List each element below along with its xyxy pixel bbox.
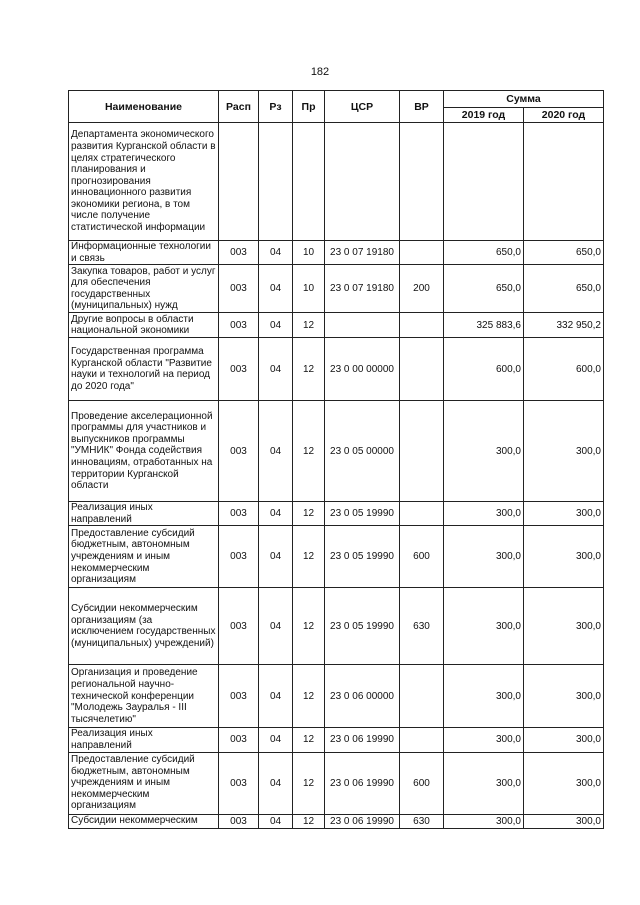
cell-pr: 12 [293, 401, 325, 502]
table-row [69, 814, 604, 828]
cell-vr: 630 [400, 814, 444, 828]
cell-name: Субсидии некоммерческим организациям (за исключением государственных (муниципальных) учреждений) [69, 588, 219, 665]
cell-rz: 04 [259, 401, 293, 502]
cell-rz: 04 [259, 665, 293, 728]
header-pr: Пр [293, 91, 325, 123]
cell-rasp: 003 [219, 241, 259, 265]
cell-pr: 12 [293, 526, 325, 588]
cell-rasp: 003 [219, 526, 259, 588]
page-number: 182 [310, 66, 330, 78]
cell-name: Закупка товаров, работ и услуг для обеспечения государственных (муниципальных) нужд [69, 265, 219, 313]
cell-name: Другие вопросы в области национальной экономики [69, 313, 219, 338]
table-body [69, 123, 604, 829]
cell-vr [400, 123, 444, 241]
table-row [69, 502, 604, 526]
cell-rz: 04 [259, 338, 293, 401]
cell-sum-2020: 300,0 [524, 526, 604, 588]
cell-vr [400, 728, 444, 752]
cell-rz: 04 [259, 526, 293, 588]
cell-rz: 04 [259, 241, 293, 265]
cell-sum-2020: 300,0 [524, 502, 604, 526]
cell-sum-2019: 300,0 [444, 665, 524, 728]
cell-rasp: 003 [219, 338, 259, 401]
cell-sum-2019: 600,0 [444, 338, 524, 401]
cell-vr: 600 [400, 752, 444, 814]
cell-sum-2019: 300,0 [444, 752, 524, 814]
cell-vr [400, 338, 444, 401]
cell-pr: 10 [293, 241, 325, 265]
cell-sum-2019: 650,0 [444, 241, 524, 265]
cell-name: Предоставление субсидий бюджетным, автономным учреждениям и иным некоммерческим организациям [69, 752, 219, 814]
cell-rz: 04 [259, 313, 293, 338]
cell-pr: 12 [293, 752, 325, 814]
cell-vr: 600 [400, 526, 444, 588]
cell-csr: 23 0 00 00000 [325, 338, 400, 401]
cell-sum-2020: 300,0 [524, 814, 604, 828]
cell-rasp: 003 [219, 588, 259, 665]
header-rz: Рз [259, 91, 293, 123]
budget-table [68, 90, 604, 829]
cell-rasp: 003 [219, 665, 259, 728]
cell-sum-2019: 300,0 [444, 588, 524, 665]
cell-csr: 23 0 05 19990 [325, 502, 400, 526]
cell-rasp [219, 123, 259, 241]
header-rasp: Расп [219, 91, 259, 123]
cell-rz: 04 [259, 588, 293, 665]
table-row [69, 401, 604, 502]
cell-pr: 12 [293, 665, 325, 728]
cell-pr [293, 123, 325, 241]
cell-sum-2019: 300,0 [444, 814, 524, 828]
cell-vr [400, 241, 444, 265]
cell-vr [400, 665, 444, 728]
cell-name: Предоставление субсидий бюджетным, автономным учреждениям и иным некоммерческим организациям [69, 526, 219, 588]
cell-csr [325, 123, 400, 241]
header-summa: Сумма [444, 91, 604, 108]
cell-rasp: 003 [219, 401, 259, 502]
cell-rz: 04 [259, 502, 293, 526]
cell-csr: 23 0 06 19990 [325, 814, 400, 828]
cell-name: Информационные технологии и связь [69, 241, 219, 265]
cell-csr: 23 0 06 19990 [325, 752, 400, 814]
cell-sum-2020 [524, 123, 604, 241]
cell-csr: 23 0 05 00000 [325, 401, 400, 502]
cell-pr: 12 [293, 588, 325, 665]
cell-name: Субсидии некоммерческим [69, 814, 219, 828]
cell-csr: 23 0 05 19990 [325, 588, 400, 665]
cell-csr: 23 0 07 19180 [325, 265, 400, 313]
cell-name: Реализация иных направлений [69, 728, 219, 752]
cell-rz: 04 [259, 265, 293, 313]
cell-sum-2019: 300,0 [444, 526, 524, 588]
cell-rasp: 003 [219, 313, 259, 338]
cell-name: Государственная программа Курганской области "Развитие науки и технологий на период до 2020 года" [69, 338, 219, 401]
cell-sum-2020: 650,0 [524, 265, 604, 313]
cell-sum-2019: 300,0 [444, 401, 524, 502]
cell-sum-2019: 325 883,6 [444, 313, 524, 338]
cell-vr: 630 [400, 588, 444, 665]
cell-rz: 04 [259, 752, 293, 814]
table-row [69, 313, 604, 338]
table-row [69, 665, 604, 728]
table-header [69, 91, 604, 123]
cell-name: Организация и проведение региональной научно-технической конференции "Молодежь Зауралья - III тысячелетию" [69, 665, 219, 728]
cell-csr: 23 0 06 00000 [325, 665, 400, 728]
header-csr: ЦСР [325, 91, 400, 123]
cell-pr: 12 [293, 814, 325, 828]
cell-sum-2020: 300,0 [524, 728, 604, 752]
cell-rasp: 003 [219, 265, 259, 313]
cell-rasp: 003 [219, 728, 259, 752]
cell-sum-2020: 300,0 [524, 401, 604, 502]
table-row [69, 123, 604, 241]
table-row [69, 752, 604, 814]
cell-name: Проведение акселерационной программы для участников и выпускников программы "УМНИК" Фонда содействия инновациям, отработанных на территории Курганской области [69, 401, 219, 502]
cell-sum-2019: 300,0 [444, 502, 524, 526]
header-year-2020: 2020 год [524, 108, 604, 123]
table-row [69, 338, 604, 401]
cell-pr: 12 [293, 338, 325, 401]
header-year-2019: 2019 год [444, 108, 524, 123]
cell-vr [400, 502, 444, 526]
table-row [69, 728, 604, 752]
table-row [69, 588, 604, 665]
cell-rasp: 003 [219, 752, 259, 814]
table-row [69, 526, 604, 588]
cell-rz: 04 [259, 814, 293, 828]
cell-vr: 200 [400, 265, 444, 313]
cell-sum-2020: 300,0 [524, 588, 604, 665]
header-name: Наименование [69, 91, 219, 123]
cell-rasp: 003 [219, 814, 259, 828]
cell-sum-2020: 650,0 [524, 241, 604, 265]
cell-pr: 12 [293, 502, 325, 526]
cell-name: Реализация иных направлений [69, 502, 219, 526]
header-vr: ВР [400, 91, 444, 123]
cell-csr: 23 0 06 19990 [325, 728, 400, 752]
cell-csr [325, 313, 400, 338]
cell-rz: 04 [259, 728, 293, 752]
cell-pr: 10 [293, 265, 325, 313]
cell-csr: 23 0 05 19990 [325, 526, 400, 588]
table-row [69, 265, 604, 313]
cell-rz [259, 123, 293, 241]
cell-rasp: 003 [219, 502, 259, 526]
cell-csr: 23 0 07 19180 [325, 241, 400, 265]
cell-sum-2019: 650,0 [444, 265, 524, 313]
table-row [69, 241, 604, 265]
cell-sum-2020: 332 950,2 [524, 313, 604, 338]
cell-sum-2020: 300,0 [524, 752, 604, 814]
cell-sum-2020: 600,0 [524, 338, 604, 401]
cell-pr: 12 [293, 728, 325, 752]
cell-sum-2019 [444, 123, 524, 241]
cell-vr [400, 313, 444, 338]
cell-pr: 12 [293, 313, 325, 338]
cell-sum-2019: 300,0 [444, 728, 524, 752]
cell-vr [400, 401, 444, 502]
cell-name: Департамента экономического развития Курганской области в целях стратегического планирования и прогнозирования инновационного развития экономики региона, в том числе получение статистической информации [69, 123, 219, 241]
cell-sum-2020: 300,0 [524, 665, 604, 728]
